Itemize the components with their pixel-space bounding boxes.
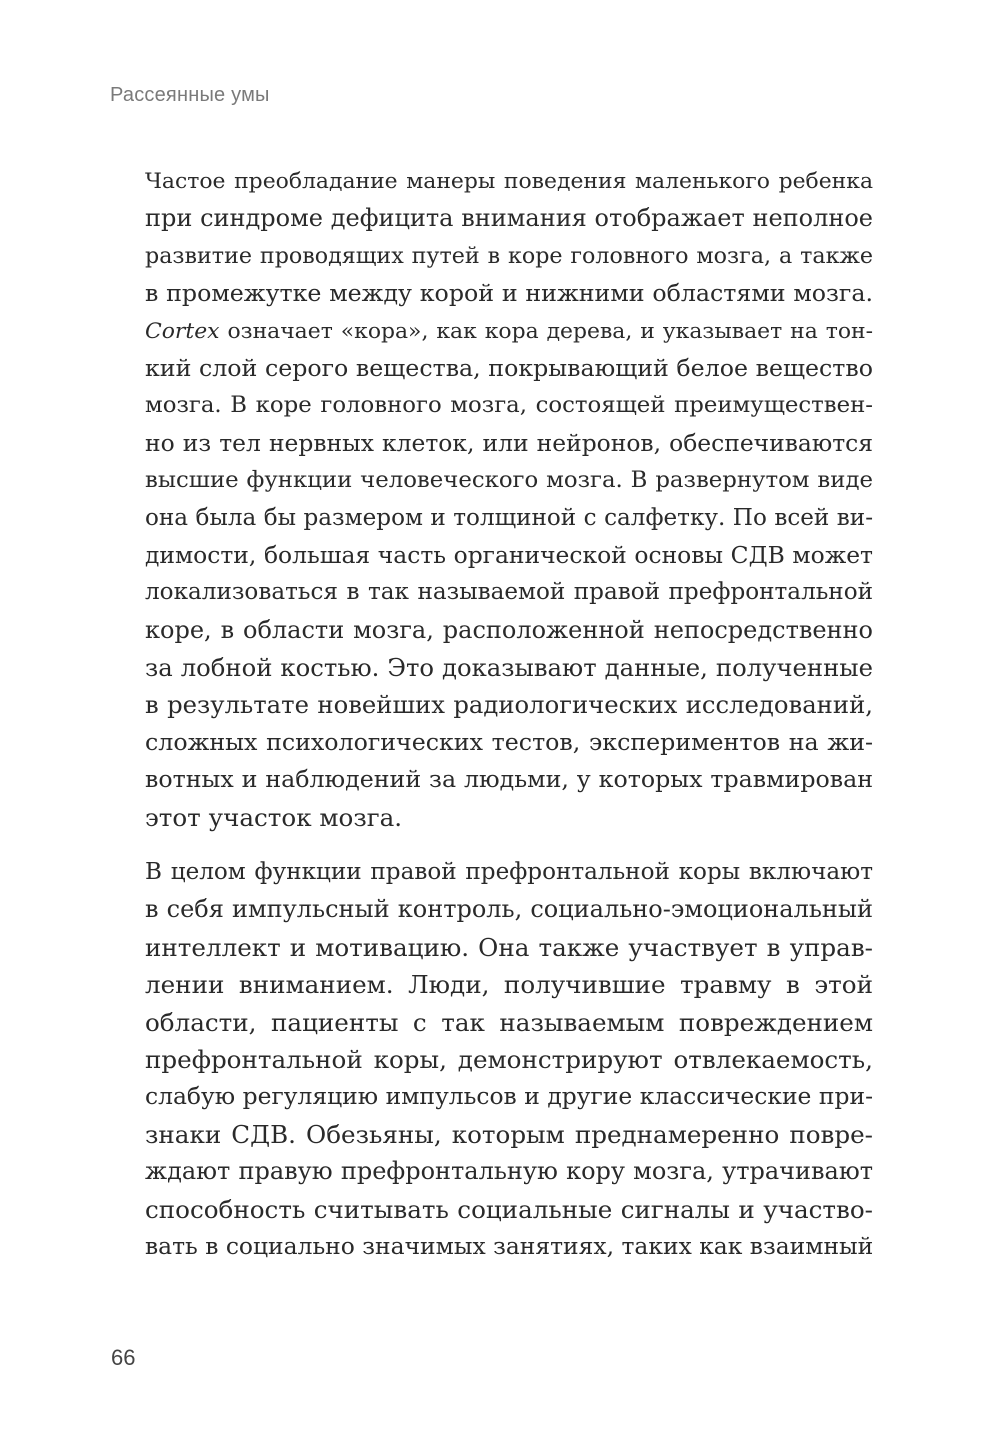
- text-line: локализоваться в так называемой правой префронтальной: [145, 579, 873, 606]
- paragraph: [145, 854, 873, 1265]
- page-number: 66: [111, 1345, 136, 1370]
- text-line: кий слой серого вещества, покрывающий белое вещество: [145, 353, 873, 382]
- text-line: за лобной костью. Это доказывают данные, полученные: [145, 653, 873, 683]
- running-head: Рассеянные умы: [110, 84, 270, 106]
- text-line: мозга. В коре головного мозга, состоящей преимуществен-: [145, 392, 873, 419]
- italic-term: Cortex: [145, 318, 220, 344]
- text-line: но из тел нервных клеток, или нейронов, обеспечиваются: [145, 428, 873, 457]
- text-line: высшие функции человеческого мозга. В развернутом виде: [145, 467, 873, 494]
- text-line: в результате новейших радиологических исследований,: [145, 690, 873, 720]
- body-text: [145, 163, 873, 1265]
- text-line: при синдроме дефицита внимания отображает неполное: [145, 204, 873, 233]
- text-line: области, пациенты с так называемым повреждением: [145, 1007, 873, 1037]
- text-line: в промежутке между корой и нижними областями мозга.: [145, 279, 873, 308]
- text-line: В целом функции правой префронтальной коры включают: [145, 859, 873, 886]
- text-line: ждают правую префронтальную кору мозга, утрачивают: [145, 1157, 873, 1186]
- text-line: лении вниманием. Люди, получившие травму в этой: [145, 970, 873, 1000]
- text-line: вать в социально значимых занятиях, таких как взаимный: [145, 1231, 874, 1260]
- text-line: сложных психологических тестов, экспериментов на жи-: [145, 727, 873, 756]
- text-line: префронтальной коры, демонстрируют отвлекаемость,: [145, 1044, 873, 1074]
- text-line: способность считывать социальные сигналы и участво-: [145, 1194, 873, 1224]
- text-line: в себя импульсный контроль, социально-эмоциональный: [145, 895, 873, 924]
- text-line: она была бы размером и толщиной с салфетку. По всей ви-: [145, 504, 873, 531]
- text-line: интеллект и мотивацию. Она также участвует в управ-: [145, 932, 873, 962]
- text-line: развитие проводящих путей в коре головного мозга, а также: [145, 242, 873, 269]
- text-line: вотных и наблюдений за людьми, у которых травмирован: [145, 765, 873, 794]
- text-line: Частое преобладание манеры поведения маленького ребенка: [145, 169, 873, 194]
- paragraph-gap: [145, 836, 873, 854]
- text-line: димости, большая часть органической основы СДВ может: [145, 540, 873, 569]
- text-line-with-term: [145, 313, 873, 350]
- text-line: коре, в области мозга, расположенной непосредственно: [145, 615, 873, 644]
- paragraph: [145, 163, 873, 836]
- text-line: этот участок мозга.: [145, 802, 403, 832]
- text-fragment: означает «кора», как кора дерева, и указывает на тон-: [227, 318, 873, 344]
- text-line: знаки СДВ. Обезьяны, которым преднамеренно повре-: [145, 1119, 873, 1149]
- text-line: слабую регуляцию импульсов и другие классические при-: [145, 1082, 873, 1111]
